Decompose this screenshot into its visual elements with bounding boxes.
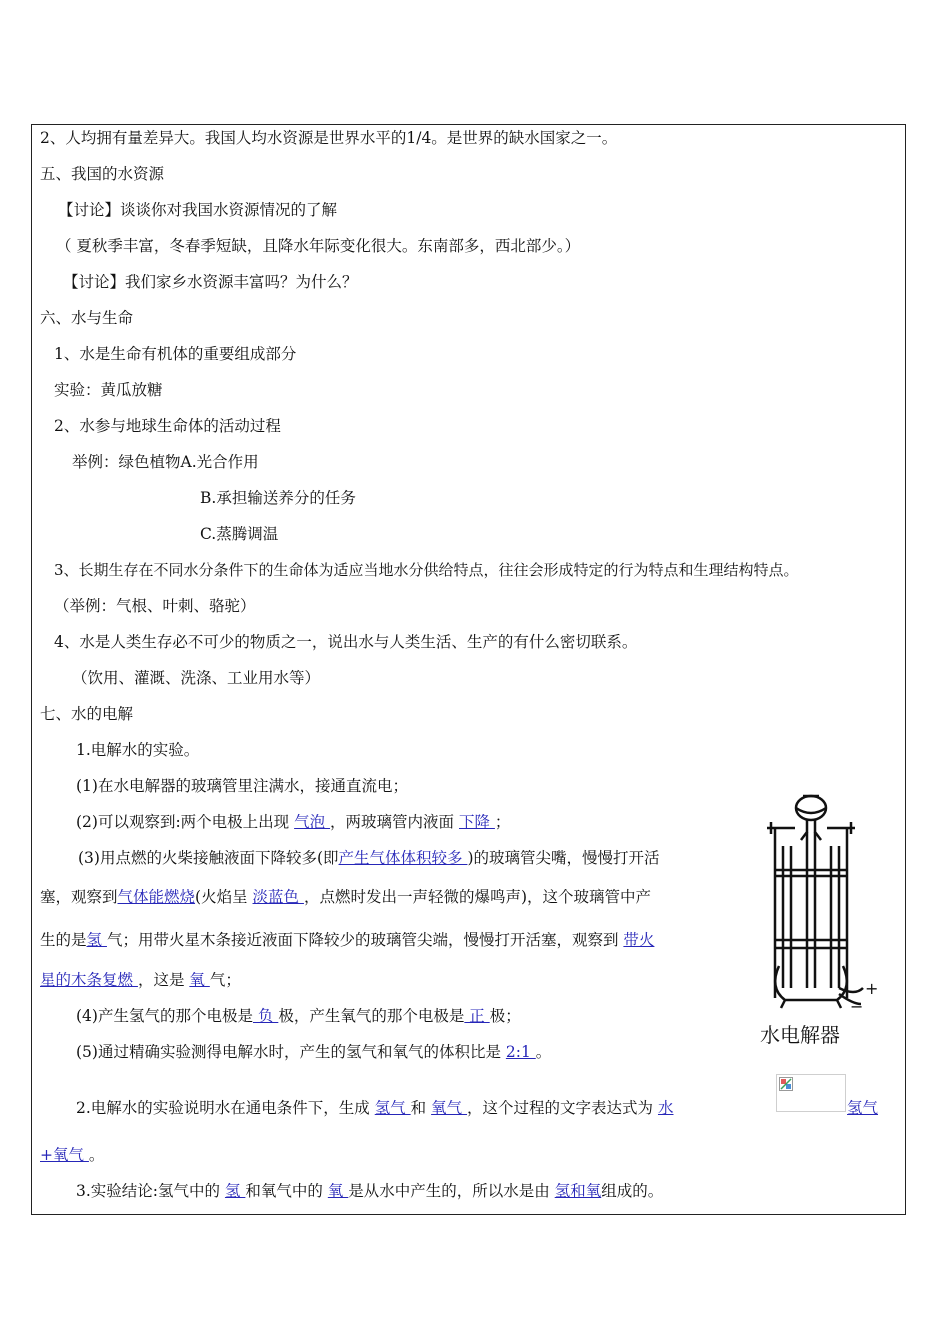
text-line: B.承担输送养分的任务 (200, 489, 356, 507)
answer-blank: 氧 (327, 1182, 349, 1200)
text-segment: )的玻璃管尖嘴，慢慢打开活 (467, 849, 660, 867)
section-heading: 六、水与生命 (40, 309, 134, 327)
text-segment: (2)可以观察到:两个电极上出现 (76, 813, 295, 831)
observation-line (76, 812, 510, 832)
section-heading: 五、我国的水资源 (40, 165, 165, 183)
text-segment: 生的是 (40, 931, 87, 949)
text-segment: 和氧气中的 (245, 1182, 328, 1200)
text-segment: ，点燃时发出一声轻微的爆鸣声)，这个玻璃管中产 (303, 888, 652, 906)
answer-blank: 下降 (458, 813, 495, 831)
answer-blank: 氢 (86, 931, 107, 949)
section-heading: 七、水的电解 (40, 705, 134, 723)
water-electrolyzer-illustration (755, 788, 885, 1013)
answer-blank: 负 (252, 1007, 279, 1025)
text-line: 3、长期生存在不同水分条件下的生命体为适应当地水分供给特点，往往会形成特定的行为特点和生理结构特点。 (54, 561, 799, 579)
text-segment: 组成的。 (601, 1182, 664, 1200)
answer-blank: 水 (657, 1099, 674, 1117)
text-line: C.蒸腾调温 (200, 525, 279, 543)
electrode-line (76, 1006, 521, 1026)
text-segment: 。 (535, 1043, 552, 1061)
text-segment: 2.电解水的实验说明水在通电条件下，生成 (76, 1099, 375, 1117)
figure-caption: 水电解器 (760, 1023, 840, 1047)
text-segment: 气；用带火星木条接近液面下降较少的玻璃管尖端，慢慢打开活塞，观察到 (106, 931, 624, 949)
test-line (40, 930, 654, 950)
answer-blank: 正 (464, 1007, 490, 1025)
text-line: 2、水参与地球生命体的活动过程 (54, 417, 281, 435)
answer-blank: 带火 (623, 931, 655, 949)
answer-blank: +氧气 (40, 1146, 89, 1164)
text-segment: (5)通过精确实验测得电解水时，产生的氢气和氧气的体积比是 (76, 1043, 506, 1061)
text-segment: ，这个过程的文字表达式为 (467, 1099, 658, 1117)
text-segment: 塞，观察到 (40, 888, 118, 906)
text-line: 举例：绿色植物A.光合作用 (72, 453, 259, 471)
negative-terminal-label: − (850, 997, 864, 1013)
discussion-prompt: 【讨论】谈谈你对我国水资源情况的了解 (58, 201, 338, 219)
text-segment: 极，产生氧气的那个电极是 (278, 1007, 465, 1025)
text-segment: 气； (209, 971, 241, 989)
positive-terminal-label: + (865, 979, 879, 998)
text-line: 实验：黄瓜放糖 (54, 381, 163, 399)
conclusion-line (76, 1098, 673, 1118)
text-line: 1、水是生命有机体的重要组成部分 (54, 345, 297, 363)
test-line (40, 887, 651, 907)
text-segment: ； (494, 813, 511, 831)
answer-blank: 氢 (224, 1182, 246, 1200)
text-segment: (3)用点燃的火柴接触液面下降较多(即 (78, 849, 339, 867)
text-segment: 和 (410, 1099, 432, 1117)
conclusion-line (40, 1145, 104, 1165)
text-line: （举例：气根、叶刺、骆驼） (54, 597, 256, 615)
broken-image-icon (779, 1077, 793, 1091)
text-line: 2、人均拥有量差异大。我国人均水资源是世界水平的1/4。是世界的缺水国家之一。 (40, 129, 618, 147)
text-segment: 。 (88, 1146, 105, 1164)
discussion-prompt: 【讨论】我们家乡水资源丰富吗？为什么？ (63, 273, 358, 291)
test-line (40, 970, 241, 990)
text-line: 1.电解水的实验。 (76, 741, 200, 759)
answer-blank: 氢气 (847, 1099, 879, 1117)
conclusion-line (76, 1181, 663, 1201)
equation-arrow-image (776, 1074, 846, 1112)
text-segment: 3.实验结论:氢气中的 (76, 1182, 225, 1200)
text-segment: 极； (489, 1007, 521, 1025)
text-segment: 是从水中产生的，所以水是由 (348, 1182, 555, 1200)
text-segment: ，这是 (137, 971, 190, 989)
text-line: 4、水是人类生存必不可少的物质之一，说出水与人类生活、生产的有什么密切联系。 (54, 633, 638, 651)
text-segment: (4)产生氢气的那个电极是 (76, 1007, 253, 1025)
answer-blank: 气泡 (294, 813, 331, 831)
answer-blank: 气体能燃烧 (117, 888, 196, 906)
answer-blank: 氢和氧 (554, 1182, 602, 1200)
test-line (78, 848, 660, 868)
text-line: （ 夏秋季丰富，冬春季短缺，且降水年际变化很大。东南部多，西北部少。） (56, 237, 581, 255)
answer-blank: 氧 (189, 971, 210, 989)
answer-blank: 淡蓝色 (252, 888, 304, 906)
answer-blank: 氢气 (374, 1099, 411, 1117)
answer-blank: 2:1 (505, 1043, 536, 1061)
text-segment: (火焰呈 (195, 888, 253, 906)
text-line: （饮用、灌溉、洗涤、工业用水等） (72, 669, 321, 687)
answer-blank-end (847, 1098, 878, 1118)
text-segment: ，两玻璃管内液面 (330, 813, 459, 831)
answer-blank: 氧气 (431, 1099, 468, 1117)
ratio-line (76, 1042, 551, 1062)
answer-blank: 产生气体体积较多 (338, 849, 468, 867)
text-line: (1)在水电解器的玻璃管里注满水，接通直流电； (76, 777, 408, 795)
answer-blank: 星的木条复燃 (40, 971, 138, 989)
